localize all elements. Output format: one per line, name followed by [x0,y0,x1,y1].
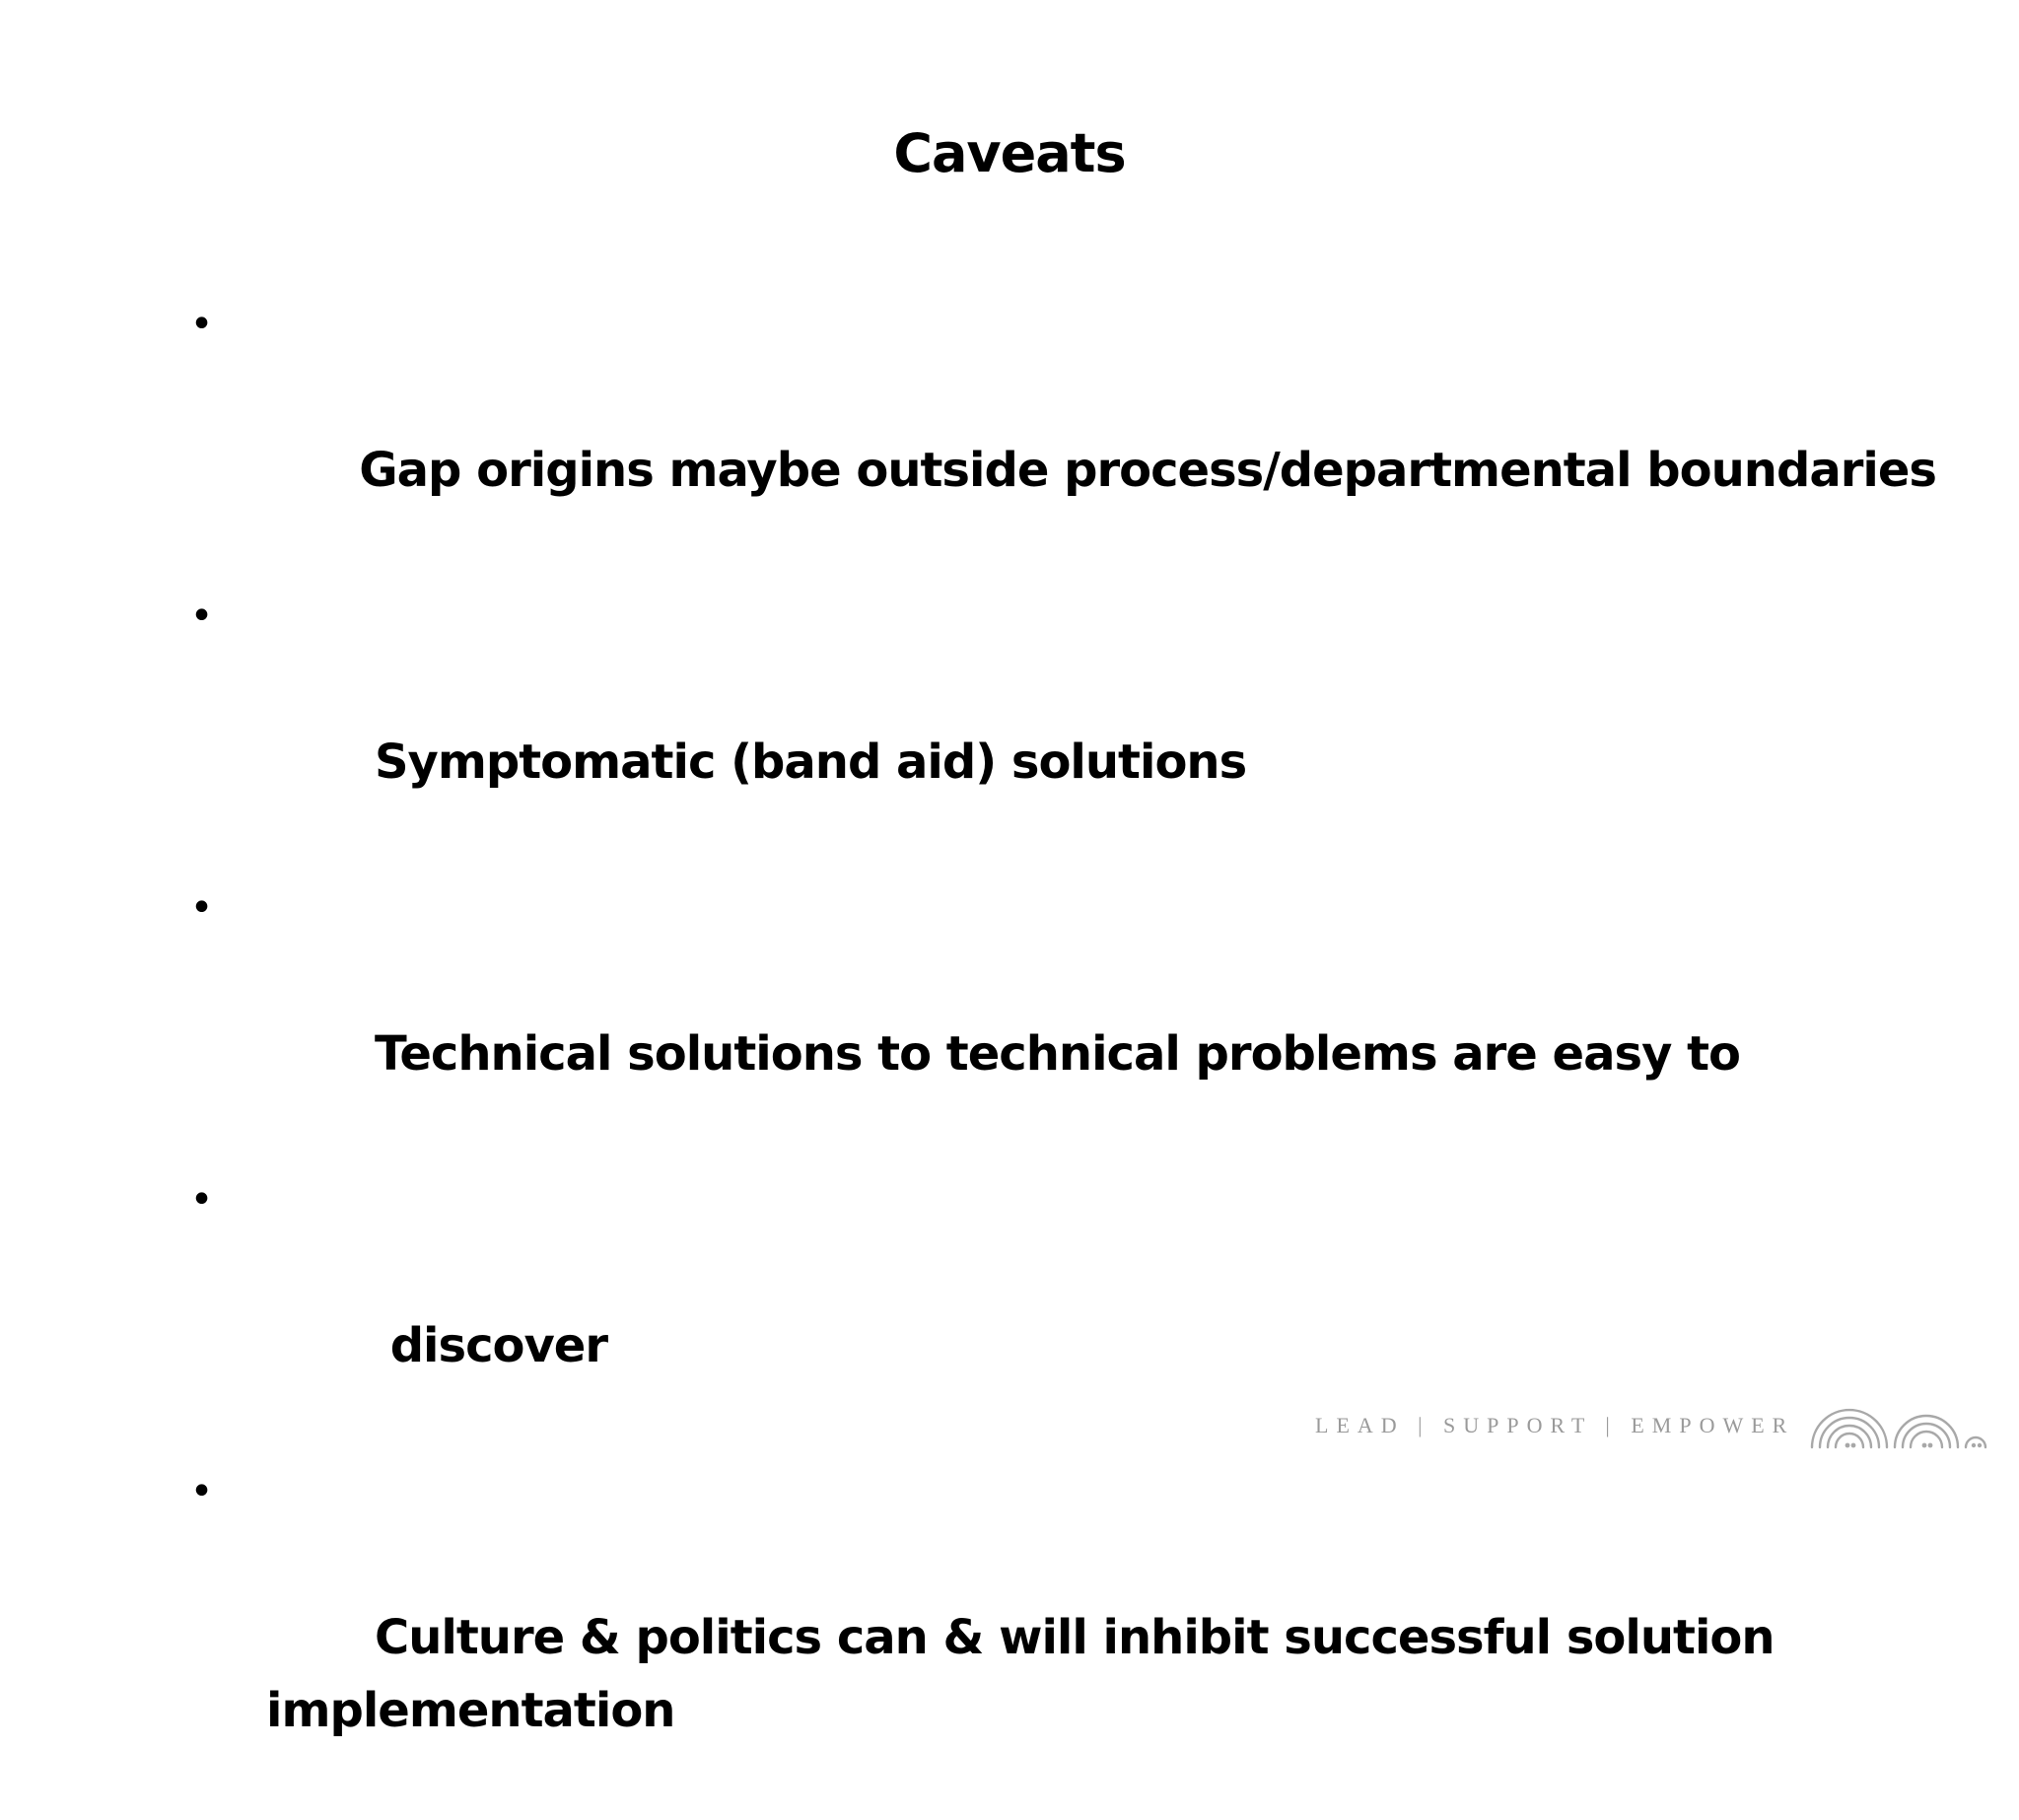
bullet-item [189,872,1944,1163]
bullet-text: Gap origins maybe outside process/departmental boundaries [359,443,1936,498]
arc-logo-icon [1804,1402,1991,1449]
bullet-text: discover [359,1318,608,1373]
bullet-dot-icon: • [189,1469,213,1514]
bullet-dot-icon: • [189,885,213,931]
bullet-dot-icon: • [189,302,213,347]
footer-branding [1315,1402,1991,1449]
bullet-text: Technical solutions to technical problems are easy to [359,1026,1740,1082]
bullet-item [189,580,1944,872]
bullet-item [189,288,1944,580]
bullet-dot-icon: • [189,594,213,639]
slide-title: Caveats [893,122,1126,184]
bullet-item [189,1455,1944,1820]
footer-tagline: LEAD | SUPPORT | EMPOWER [1315,1413,1795,1437]
bullet-list [189,288,1944,1820]
bullet-text: Symptomatic (band aid) solutions [359,735,1247,790]
bullet-text: Culture & politics can & will inhibit successful solution implementation [266,1610,1790,1738]
bullet-dot-icon: • [189,1177,213,1223]
